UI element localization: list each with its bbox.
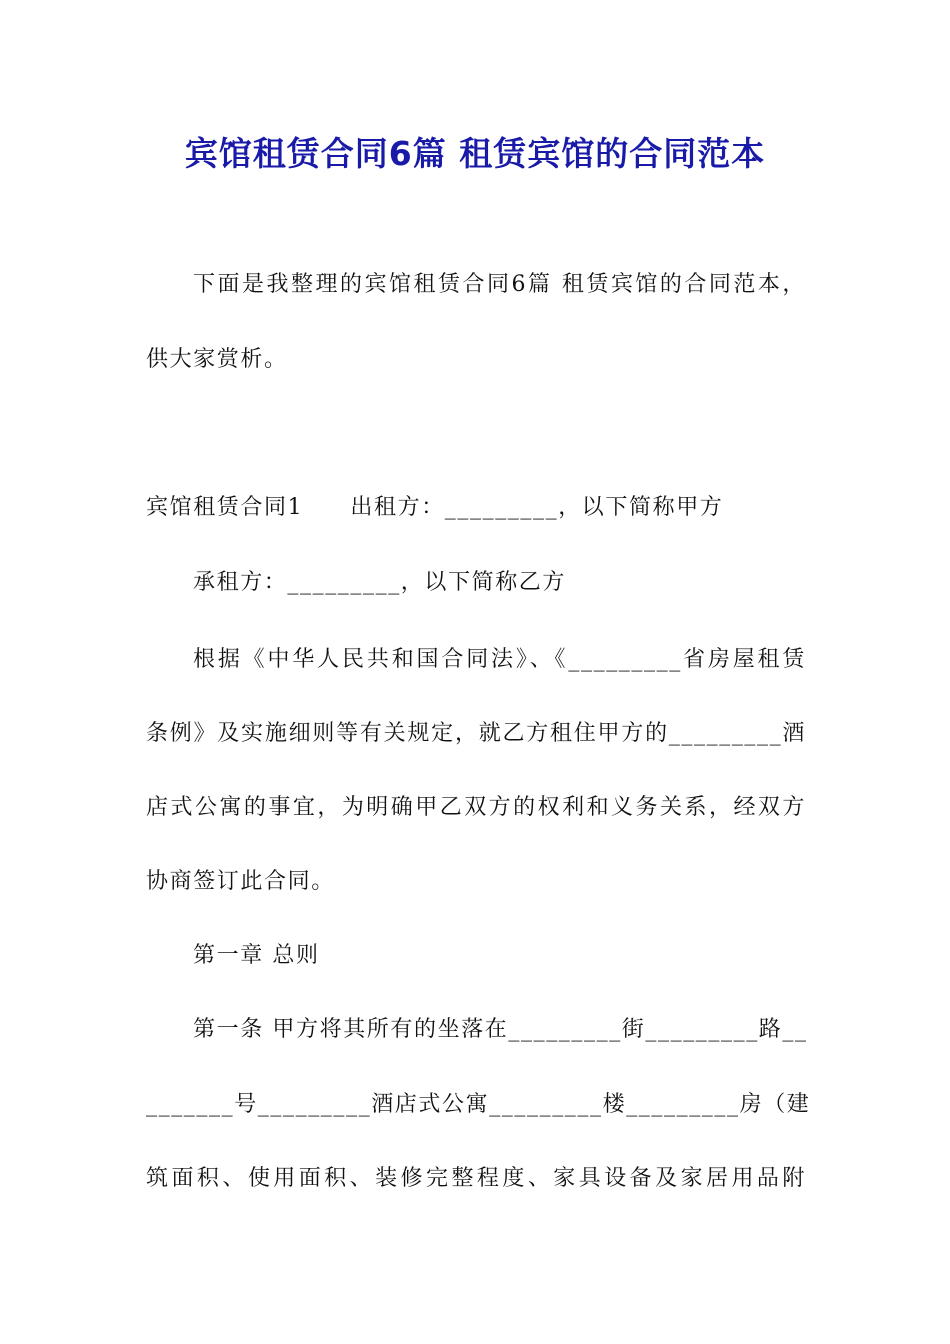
paragraph-line: 店式公寓的事宜，为明确甲乙双方的权利和义务关系，经双方 (146, 795, 806, 820)
paragraph-line: 承租方：_________，以下简称乙方 (193, 570, 567, 595)
paragraph-line: 筑面积、使用面积、装修完整程度、家具设备及家居用品附 (146, 1166, 806, 1191)
section-heading: 第一章 总则 (193, 943, 320, 968)
paragraph-line: 协商签订此合同。 (146, 869, 335, 894)
paragraph-line: 宾馆租赁合同1 出租方：_________，以下简称甲方 (146, 495, 724, 520)
paragraph-line: 条例》及实施细则等有关规定，就乙方租住甲方的_________酒 (146, 721, 806, 746)
paragraph-line: 第一条 甲方将其所有的坐落在_________街_________路__ (193, 1017, 808, 1042)
paragraph-line: 供大家赏析。 (146, 347, 288, 372)
paragraph-line: _______号_________酒店式公寓_________楼_________房（建 (146, 1092, 811, 1117)
document-title: 宾馆租赁合同6篇 租赁宾馆的合同范本 (184, 134, 766, 173)
paragraph-line: 根据《中华人民共和国合同法》、《_________省房屋租赁 (193, 647, 806, 672)
paragraph-line: 下面是我整理的宾馆租赁合同6篇 租赁宾馆的合同范本， (193, 272, 806, 297)
